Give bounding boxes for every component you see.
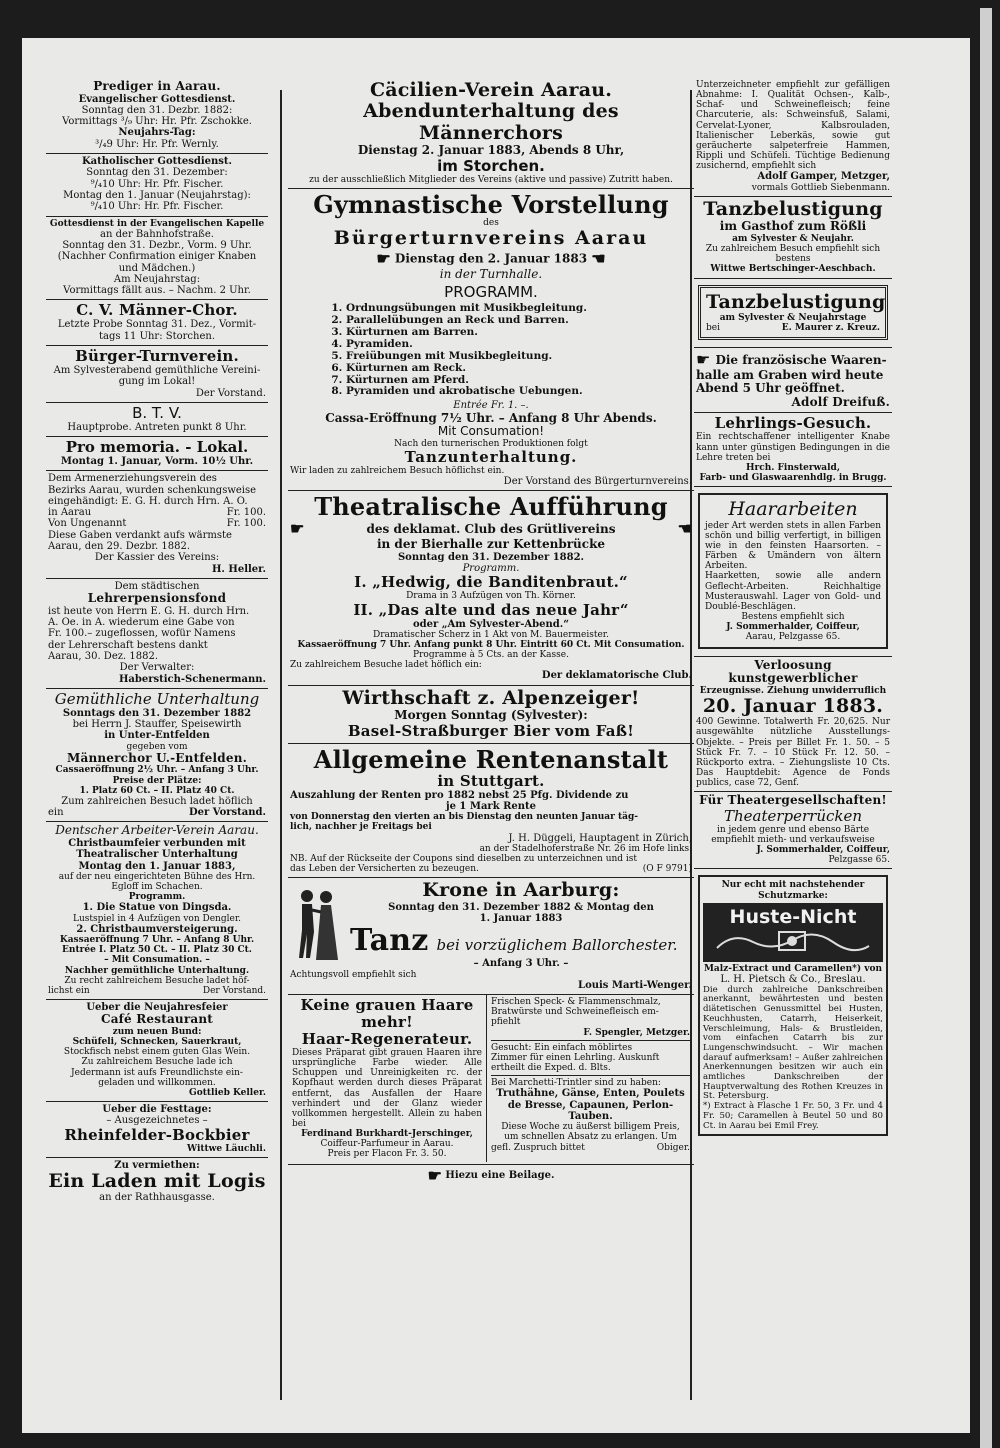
ad-title: Pro memoria. - Lokal. [65, 438, 249, 457]
ad-title: Dentscher Arbeiter-Verein Aarau. [55, 823, 259, 838]
column-rule-left [280, 90, 282, 1400]
ad-line: Der Verwalter: [119, 662, 195, 674]
ad-gemuethliche-unterhaltung [46, 689, 268, 823]
ad-title: Theatralische Aufführung [314, 492, 668, 522]
ad-line: Kassaeröffnung 7 Uhr. – Anfang 8 Uhr. [59, 935, 255, 946]
ad-line: Bezirks Aarau, wurden schenkungsweise [48, 484, 257, 496]
ad-line: ein [48, 807, 64, 819]
ad-line: Montag 1. Januar, Vorm. 10½ Uhr. [60, 455, 254, 467]
ad-signature: J. Sommerhalder, Coiffeur, [756, 845, 890, 856]
ad-title: Café Restaurant [100, 1012, 214, 1027]
ad-line: Malz-Extract und Caramellen*) von [703, 964, 883, 975]
ad-body: Unterzeichneter empfiehlt zur gefälligen Abnahme: I. Qualität Ochsen-, Kalb-, Schaf- und Schweinefleisch; feine Charcuterie, als: Schweinsfuß, Salami, Cervelat-Lyoner, Kalbsrouladen, Italienischer Leberkäs, sowie gut geräucherte salpeterfreie Hammen, Rippli und Schüfeli. Tüchtige Bedienung zusichernd, empfiehlt sich [696, 80, 890, 172]
ad-line: Sonntag den 31. Dezember 1882. [397, 551, 585, 563]
ad-title: Krone in Aarburg: [422, 879, 620, 902]
ad-line: oder „Am Sylvester-Abend.“ [413, 618, 569, 630]
ad-row [48, 518, 266, 529]
ad-signature: Wittwe Bertschinger-Aeschbach. [710, 264, 876, 275]
ad-line: NB. Auf der Rückseite der Coupons sind dieselben zu unterzeichnen und ist [290, 854, 638, 865]
ad-line: Von Ungenannt [48, 518, 127, 530]
program-item: 3. Kürturnen am Barren. [346, 327, 692, 339]
ad-line: Auszahlung der Renten pro 1882 nebst 25 Pfg. Dividende zu [290, 789, 629, 801]
ad-title: Cäcilien-Verein Aarau. [369, 79, 613, 101]
ad-line: Der Kassier des Vereins: [94, 552, 220, 564]
ad-lehrlings-gesuch [694, 413, 892, 487]
ad-line: Jedermann ist aufs Freundlichste ein- [71, 1067, 243, 1078]
ad-line: Zu zahlreichem Besuche lade ich [81, 1057, 233, 1068]
supplement-note: Hiezu eine Beilage. [445, 1169, 555, 1181]
ad-signature: Obiger. [656, 1142, 690, 1153]
ad-line: am Sylvester & Neujahr. [732, 233, 854, 244]
ad-signature: F. Spengler, Metzger. [583, 1027, 690, 1038]
ad-line: lichst ein [48, 985, 90, 996]
ad-gesucht [491, 1041, 690, 1076]
ad-signature: Der Vorstand des Bürgerturnvereins. [503, 475, 692, 487]
ad-line: gegeben vom [126, 741, 188, 752]
ad-tanzbelustigung-kreuz [694, 279, 892, 349]
ad-footnote: *) Extract à Flasche 1 Fr. 50, 3 Fr. und 4 Fr. 50; Caramellen à Beutel 50 und 80 Ct. in Aarau bei Emil Frey. [703, 1101, 883, 1131]
ad-line: Bratwürste und Schweinefleisch em- [491, 1007, 659, 1018]
ad-line: Männerchor U.-Entfelden. [66, 750, 248, 765]
ad-line: Diese Woche zu äußerst billigem Preis, [501, 1122, 680, 1133]
ad-amount: Fr. 100. [226, 518, 266, 530]
ad-line: Gesucht: Ein einfach möblirtes [491, 1042, 633, 1053]
ad-line: Theatralischer Unterhaltung [76, 849, 238, 861]
ad-line: Vormittags ³/₉ Uhr: Hr. Pfr. Zschokke. [62, 116, 252, 128]
program-item: 8. Pyramiden und akrobatische Uebungen. [346, 386, 692, 398]
program-item: 7. Kürturnen am Pferd. [346, 375, 692, 387]
ad-line: an der Stadelhoferstraße Nr. 26 im Hofe links. [479, 843, 692, 854]
ad-line: J. H. Düggeli, Hauptagent in Zürich, [508, 832, 692, 844]
ad-line: A. Oe. in A. wiederum eine Gabe von [48, 617, 235, 629]
ad-line: Morgen Sonntag (Sylvester): [394, 708, 588, 723]
ad-line: zum neuen Bund: [112, 1026, 202, 1037]
trademark-emblem-icon [713, 928, 873, 954]
ad-line: Egloff im Schachen. [111, 882, 203, 893]
ad-alpenzeiger [288, 686, 694, 744]
ad-line: lich, nachher je Freitags bei [290, 822, 432, 833]
ad-title: Lehrlings-Gesuch. [714, 414, 872, 433]
ad-gymnastische-vorstellung [288, 189, 694, 491]
ad-subtitle: in Stuttgart. [437, 771, 545, 790]
ad-signature: Farb- und Glaswaarenhdlg. in Brugg. [699, 473, 887, 484]
ad-line: Hrch. Finsterwald, [745, 462, 840, 473]
ad-caecilien-verein [288, 78, 694, 189]
ad-line: Zu vermiethen: [114, 1159, 200, 1171]
ad-armenerziehung [46, 471, 268, 579]
framed-ad [698, 493, 888, 648]
ad-line: in Unter-Entfelden [104, 730, 210, 742]
ad-signature: Adolf Dreifuß. [791, 394, 890, 409]
ad-line: Nach den turnerischen Produktionen folgt [394, 438, 588, 449]
ad-marchetti [491, 1076, 690, 1155]
ad-speck [491, 995, 690, 1041]
ad-tanzbelustigung-roessli [694, 197, 892, 279]
program-item: 4. Pyramiden. [346, 339, 692, 351]
ad-row [48, 807, 266, 818]
ad-line: – Mit Consumation. – [104, 955, 210, 966]
ad-body: Haarketten, sowie alle andern Geflecht-Arbeiten. Reichhaltige Musterauswahl. Lager von Gold- und Doublé-Beschlägen. [705, 571, 881, 612]
pointing-hand-icon: ☛ [427, 1165, 442, 1185]
ad-line: Schüfeli, Schnecken, Sauerkraut, [72, 1037, 242, 1048]
ad-highlight: Tanz [350, 923, 429, 959]
ad-line: Dem Armenerziehungsverein des [48, 473, 217, 485]
ad-date: 20. Januar 1883. [702, 694, 884, 717]
ad-line: halle am Graben wird heute [696, 367, 884, 382]
ad-line: des [483, 218, 499, 229]
ad-row [48, 986, 266, 996]
ad-line: Zum zahlreichen Besuch ladet höflich [61, 795, 253, 807]
ad-line: geladen und willkommen. [98, 1077, 216, 1088]
ad-line: vormals Gottlieb Siebenmann. [751, 182, 890, 193]
ad-row [706, 323, 880, 333]
program-item: 6. Kürturnen am Reck. [346, 363, 692, 375]
pointing-hand-icon: ☚ [677, 519, 692, 539]
ad-title: Gymnastische Vorstellung [313, 190, 669, 220]
ad-pro-memoria [46, 437, 268, 471]
ad-title: Allgemeine Rentenanstalt [313, 744, 669, 774]
ad-line: Zu zahlreichem Besuch empfiehlt sich bestens [705, 244, 881, 265]
ad-line: Cassa-Eröffnung 7½ Uhr. – Anfang 8 Uhr Abends. [325, 410, 657, 425]
ad-subtitle: Haar-Regenerateur. [301, 1029, 473, 1048]
ad-lehrerpension [46, 579, 268, 689]
ad-line: bei Herrn J. Stauffer, Speisewirth [72, 719, 242, 731]
ad-line: um schnellen Absatz zu erlangen. Um [504, 1132, 677, 1143]
ad-laden [46, 1158, 268, 1207]
newspaper-page [22, 38, 970, 1433]
ad-prediger [46, 78, 268, 154]
ad-line: bei [706, 323, 720, 334]
ad-line: (Nachher Confirmation einiger Knaben [57, 251, 257, 263]
ad-title: Verloosung kunstgewerblicher [728, 657, 858, 686]
ad-line: Cassaeröffnung 2½ Uhr. – Anfang 3 Uhr. [55, 765, 259, 776]
ad-huste-nicht [694, 869, 892, 1143]
ad-line: Preise der Plätze: [112, 775, 202, 786]
ad-line: Die französische Waaren- [715, 353, 887, 368]
ad-line: Dienstag 2. Januar 1883, Abends 8 Uhr, [357, 143, 625, 158]
ad-signature: Haberstich-Schenermann. [118, 673, 266, 685]
ad-title: Tanzbelustigung [703, 197, 883, 220]
ad-line: Achtungsvoll empfiehlt sich [290, 969, 417, 980]
ad-signature: Gottlieb Keller. [189, 1087, 266, 1098]
ad-line: Frischen Speck- & Flammenschmalz, [491, 997, 661, 1008]
ad-line: Programm. [128, 892, 186, 903]
ad-title: C. V. Männer-Chor. [76, 301, 238, 320]
ad-maennerchor [46, 300, 268, 346]
ad-line: Zimmer für einen Lehrling. Auskunft [491, 1052, 660, 1063]
ad-title: Prediger in Aarau. [93, 79, 221, 93]
ad-line: ⁹/₄10 Uhr: Hr. Pfr. Fischer. [90, 178, 224, 190]
ad-line: tags 11 Uhr: Storchen. [98, 330, 216, 342]
ad-title: Gottesdienst in der Evangelischen Kapelle [49, 218, 265, 229]
ad-line: ist heute von Herrn E. G. H. durch Hrn. [48, 605, 250, 617]
ad-signature: Der Vorstand. [195, 387, 266, 399]
ad-body: jeder Art werden stets in allen Farben schön und billig verfertigt, in billigen wie in den feinsten Haarsorten. – Färben & Umändern von ältern Arbeiten. [705, 520, 881, 572]
ad-line: Dienstag den 2. Januar 1883 [394, 251, 588, 266]
ad-signature: H. Heller. [211, 563, 266, 575]
ad-subtitle: Abendunterhaltung des Männerchors [363, 100, 619, 144]
ad-line: das Leben der Versicherten zu bezeugen. [290, 864, 479, 875]
ad-line: ertheilt die Exped. d. Blts. [491, 1063, 611, 1074]
ad-line: Truthähne, Gänse, Enten, Poulets [496, 1088, 685, 1100]
ad-row [290, 864, 692, 874]
ad-row [491, 1143, 690, 1153]
ad-title: Tanzbelustigung [706, 290, 886, 313]
ad-metzger-gamper [694, 78, 892, 197]
ad-line: je 1 Mark Rente [445, 801, 537, 813]
ad-line: Sonntags den 31. Dezember 1882 [62, 707, 252, 719]
ad-body: Die durch zahlreiche Dankschreiben anerkannt, bewährtesten und besten diätetischen Genussmittel bei Husten, Keuchhusten, Catarrh, Heiserkeit, Verschleimung, Hals- & Brustleiden, vom einfachen Catarrh bis zur Lungenschwindsucht. – Wir machen darauf aufmerksam! – Außer zahlreichen Anerkennungen besitzen wir auch ein amtliches Dankschreiben der Hauptverwaltung des Rothen Kreuzes in St. Petersburg. [703, 984, 883, 1102]
bottom-ads-row [288, 995, 694, 1162]
ad-line: Sonntag den 31. Dezember 1882 & Montag den [388, 901, 654, 913]
ad-line: Fr. 100.– zugeflossen, wofür Namens [48, 628, 236, 640]
ad-line: Basel-Straßburger Bier vom Faß! [347, 721, 635, 740]
brand-logo: Huste-Nicht [729, 905, 857, 928]
ad-line: Nachher gemüthliche Unterhaltung. [64, 965, 250, 976]
ad-line: de Bresse, Capaunen, Perlon- [507, 1099, 674, 1111]
ad-line: Am Sylvesterabend gemüthliche Vereini- [53, 364, 261, 376]
ad-line: – Ausgezeichnetes – [106, 1115, 208, 1127]
ad-line: Tauben. [568, 1110, 613, 1122]
ad-line: Programm. [462, 563, 520, 575]
ad-line: eingehändigt: E. G. H. durch Hrn. A. O. [48, 495, 248, 507]
pointing-hand-icon: ☛ [290, 519, 305, 539]
ad-line: Neujahrs-Tag: [118, 127, 196, 139]
ad-line: 1. Januar 1883 [479, 913, 563, 925]
ad-line: und Mädchen.) [118, 262, 196, 274]
program-item: 1. Ordnungsübungen mit Musikbegleitung. [346, 303, 692, 315]
ad-line: am Sylvester & Neujahrstage [719, 312, 867, 323]
ad-body: 400 Gewinne. Totalwerth Fr. 20,625. Nur ausgewählte nützliche Ausstellungs-Objekte. – Preis per Billet Fr. 1. 50. – 5 Stück Fr. 7. – 10 Stück Fr. 12. 50. – Rückporto extra. – Ziehungsliste 10 Cts. Das Hauptdebit: Agence de Fonds publics, case 72, Genf. [696, 717, 890, 789]
ad-body: Dieses Präparat gibt grauen Haaren ihre ursprüngliche Farbe wieder. Alle Schuppen und Unreinigkeiten rc. der Kopfhaut werden durch dieses Präparat entfernt, das Ausfallen der Haare verhindert und der Glanz wieder vollkommen hergestellt. Allein zu haben bei [292, 1047, 482, 1130]
framed-ad [698, 285, 888, 341]
ad-signature: Der deklamatorische Club. [541, 670, 692, 682]
ad-btv-probe [46, 403, 268, 437]
framed-ad [698, 875, 888, 1136]
ad-line: 1. Platz 60 Ct. – II. Platz 40 Ct. [79, 785, 235, 796]
ad-signature: Der Vorstand. [202, 985, 266, 996]
ad-subtitle: Evangelischer Gottesdienst. [78, 93, 236, 105]
ad-line: bei vorzüglichem Ballorchester. [436, 936, 678, 955]
ad-theatralische-auffuehrung [288, 491, 694, 686]
ad-line: pfiehlt [491, 1017, 521, 1028]
ad-line: Ueber die Neujahresfeier [86, 1002, 228, 1014]
pointing-hand-icon: ☛ [376, 248, 391, 268]
ad-title: Katholischer Gottesdienst. [81, 156, 233, 168]
ad-amount: Fr. 100. [226, 507, 266, 519]
ad-line: Kassaeröffnung 7 Uhr. Anfang punkt 8 Uhr. Eintritt 60 Ct. Mit Consumation. [297, 639, 685, 650]
column-center [288, 78, 694, 1185]
ad-body: in jedem genre und ebenso Bärte empfiehlt mieth- und verkaufsweise [711, 824, 875, 845]
ad-line: Christbaumfeier verbunden mit [68, 838, 246, 850]
ad-line: in der Turnhalle. [439, 266, 543, 281]
program-item: 2. Parallelübungen an Reck und Barren. [346, 315, 692, 327]
ad-haar-regenerateur [288, 995, 487, 1162]
ad-line: Sonntag den 31. Dezember: [86, 167, 228, 179]
ad-signature: Louis Marti-Wenger. [578, 979, 692, 991]
ad-title: Bürger-Turnverein. [75, 346, 239, 365]
ad-body: Ein rechtschaffener intelligenter Knabe kann unter günstigen Bedingungen in die Lehre treten bei [696, 432, 890, 463]
ad-line: 1. Die Statue von Dingsda. [82, 902, 232, 914]
ad-line: Montag den 1. Januar 1883, [78, 860, 236, 872]
ad-line: Aarau, Pelzgasse 65. [745, 632, 841, 643]
program-item: I. „Hedwig, die Banditenbraut.“ [354, 573, 628, 592]
ad-cafe-restaurant [46, 1000, 268, 1102]
ad-line: an der Rathhausgasse. [99, 1192, 215, 1204]
ad-line: des deklamat. Club des Grütlivereins [366, 521, 616, 536]
ad-line: gung im Lokal! [118, 376, 196, 388]
ad-row [48, 507, 266, 518]
ad-line: Abend 5 Uhr geöffnet. [696, 381, 845, 396]
ad-signature: E. Maurer z. Kreuz. [781, 323, 880, 334]
ad-line: Lustspiel in 4 Aufzügen von Dengler. [72, 913, 241, 924]
ad-line: im Storchen. [437, 156, 545, 175]
ad-highlight: Tanzunterhaltung. [404, 447, 578, 466]
ad-signature: Wittwe Läuchli. [187, 1143, 266, 1154]
ad-signature: J. Sommerhalder, Coiffeur, [726, 622, 860, 633]
dancing-couple-icon [290, 886, 344, 964]
column-left [46, 78, 268, 1207]
ad-line: Wir laden zu zahlreichem Besuch höflichst ein. [290, 465, 505, 476]
ad-line: Sonntag den 31. Dezbr. 1882: [81, 104, 233, 116]
ad-kapelle [46, 217, 268, 301]
ad-line: – Anfang 3 Uhr. – [473, 958, 569, 970]
ad-line: ⁹/₄10 Uhr: Hr. Pfr. Fischer. [90, 201, 224, 213]
pointing-hand-icon: ☛ [696, 349, 711, 369]
ad-krone-aarburg [288, 878, 694, 995]
program-item: II. „Das alte und das neue Jahr“ [353, 600, 629, 619]
ad-line: Nur echt mit nachstehender Schutzmarke: [721, 880, 865, 901]
ad-line: Hauptprobe. Antreten punkt 8 Uhr. [67, 421, 247, 433]
ad-title: Gemüthliche Unterhaltung [54, 689, 260, 708]
program-item: 5. Freiübungen mit Musikbegleitung. [346, 351, 692, 363]
ad-line: Dramatischer Scherz in 1 Akt von M. Bauermeister. [373, 629, 609, 640]
ad-haararbeiten [694, 487, 892, 656]
ad-line: Vormittags fällt aus. – Nachm. 2 Uhr. [63, 285, 251, 297]
ad-line: von Donnerstag den vierten an bis Dienstag den neunten Januar täg- [290, 812, 639, 823]
ad-line: Ferdinand Burkhardt-Jerschinger, [301, 1129, 473, 1140]
program-list [346, 303, 692, 398]
ad-line: Zu recht zahlreichem Besuche ladet höf- [64, 975, 250, 986]
ad-line: 2. Christbaumversteigerung. [76, 923, 238, 935]
ad-title: Rheinfelder-Bockbier [64, 1125, 250, 1144]
ad-theatergesellschaften [694, 792, 892, 869]
ad-katholisch [46, 154, 268, 216]
ad-line: Entrée I. Platz 50 Ct. – II. Platz 30 Ct. [62, 945, 252, 956]
program-title: PROGRAMM. [444, 283, 538, 302]
ad-line: Zu zahlreichem Besuche ladet höflich ein: [290, 660, 482, 671]
ad-line: Coiffeur-Parfumeur in Aarau. [320, 1139, 454, 1150]
ad-line: Stockfisch nebst einem guten Glas Wein. [63, 1047, 251, 1058]
ad-rentenanstalt [288, 744, 694, 879]
ad-verloosung [694, 657, 892, 793]
ad-bockbier [46, 1102, 268, 1158]
ad-signature: Adolf Gamper, Metzger, [757, 171, 890, 183]
ad-line: Letzte Probe Sonntag 31. Dez., Vormit- [57, 319, 257, 331]
ad-title: Lehrerpensionsfond [87, 591, 227, 606]
ad-line: der Lehrerschaft bestens dankt [48, 639, 208, 651]
ad-arbeiterverein [46, 822, 268, 1000]
ad-title: Ein Laden mit Logis [48, 1169, 266, 1192]
ad-line: Erzeugnisse. Ziehung unwiderruflich [699, 685, 887, 696]
ad-line: Dem städtischen [114, 580, 200, 592]
ad-title: Wirthschaft z. Alpenzeiger! [342, 686, 640, 709]
ad-line: Pelzgasse 65. [828, 855, 890, 866]
pointing-hand-icon: ☚ [591, 248, 606, 268]
ad-line: in der Bierhalle zur Kettenbrücke [376, 537, 606, 552]
ad-line: Programme à 5 Cts. an der Kasse. [413, 650, 569, 661]
ad-line: Drama in 3 Aufzügen von Th. Körner. [406, 591, 576, 602]
ad-line: in Aarau [48, 507, 92, 519]
small-ads-stack [487, 995, 694, 1162]
ad-line: Aarau, 30. Dez. 1882. [48, 650, 158, 662]
ad-title: Für Theatergesellschaften! [699, 793, 887, 808]
ad-subtitle: Theaterperrücken [723, 806, 863, 825]
ad-line: Bei Marchetti-Trintler sind zu haben: [491, 1078, 661, 1089]
ad-title: B. T. V. [132, 403, 182, 422]
ad-line: ³/₄9 Uhr: Hr. Pfr. Wernly. [95, 138, 219, 150]
ad-line: Preis per Flacon Fr. 3. 50. [327, 1149, 447, 1160]
trademark-box [703, 903, 883, 963]
ad-line: auf der neu eingerichteten Bühne des Hrn. [58, 871, 256, 882]
ad-line: gefl. Zuspruch bittet [491, 1142, 585, 1153]
ad-line: Mit Consumation! [437, 424, 545, 439]
ad-line: Entrée Fr. 1. –. [453, 400, 529, 412]
ad-buergerturnverein [46, 346, 268, 403]
ad-line: Diese Gaben verdankt aufs wärmste [48, 529, 232, 541]
ad-waarenhalle [694, 348, 892, 413]
ad-line: Aarau, den 29. Dezbr. 1882. [48, 541, 191, 553]
ad-signature: Der Vorstand. [188, 807, 266, 819]
ad-line: Ueber die Festtage: [102, 1104, 212, 1115]
ad-line: Am Neujahrstag: [113, 273, 201, 285]
ad-line: Bestens empfiehlt sich [741, 612, 845, 623]
ad-line: L. H. Pietsch & Co., Breslau. [720, 974, 866, 986]
ad-title: Haararbeiten [728, 498, 858, 521]
ad-subtitle: Bürgerturnvereins Aarau [333, 227, 649, 250]
ad-line: im Gasthof zum Rößli [719, 219, 867, 234]
ad-title: Keine grauen Haare mehr! [300, 996, 474, 1032]
column-right [694, 78, 892, 1143]
ad-line: Sonntag den 31. Dezbr., Vorm. 9 Uhr. [62, 239, 252, 251]
ad-line: an der Bahnhofstraße. [100, 228, 214, 240]
ad-line: Montag den 1. Januar (Neujahrstag): [63, 189, 251, 201]
ad-line: zu der ausschließlich Mitglieder des Vereins (aktive und passive) Zutritt haben. [309, 174, 673, 185]
ad-reference: (O F 9791) [642, 864, 692, 875]
